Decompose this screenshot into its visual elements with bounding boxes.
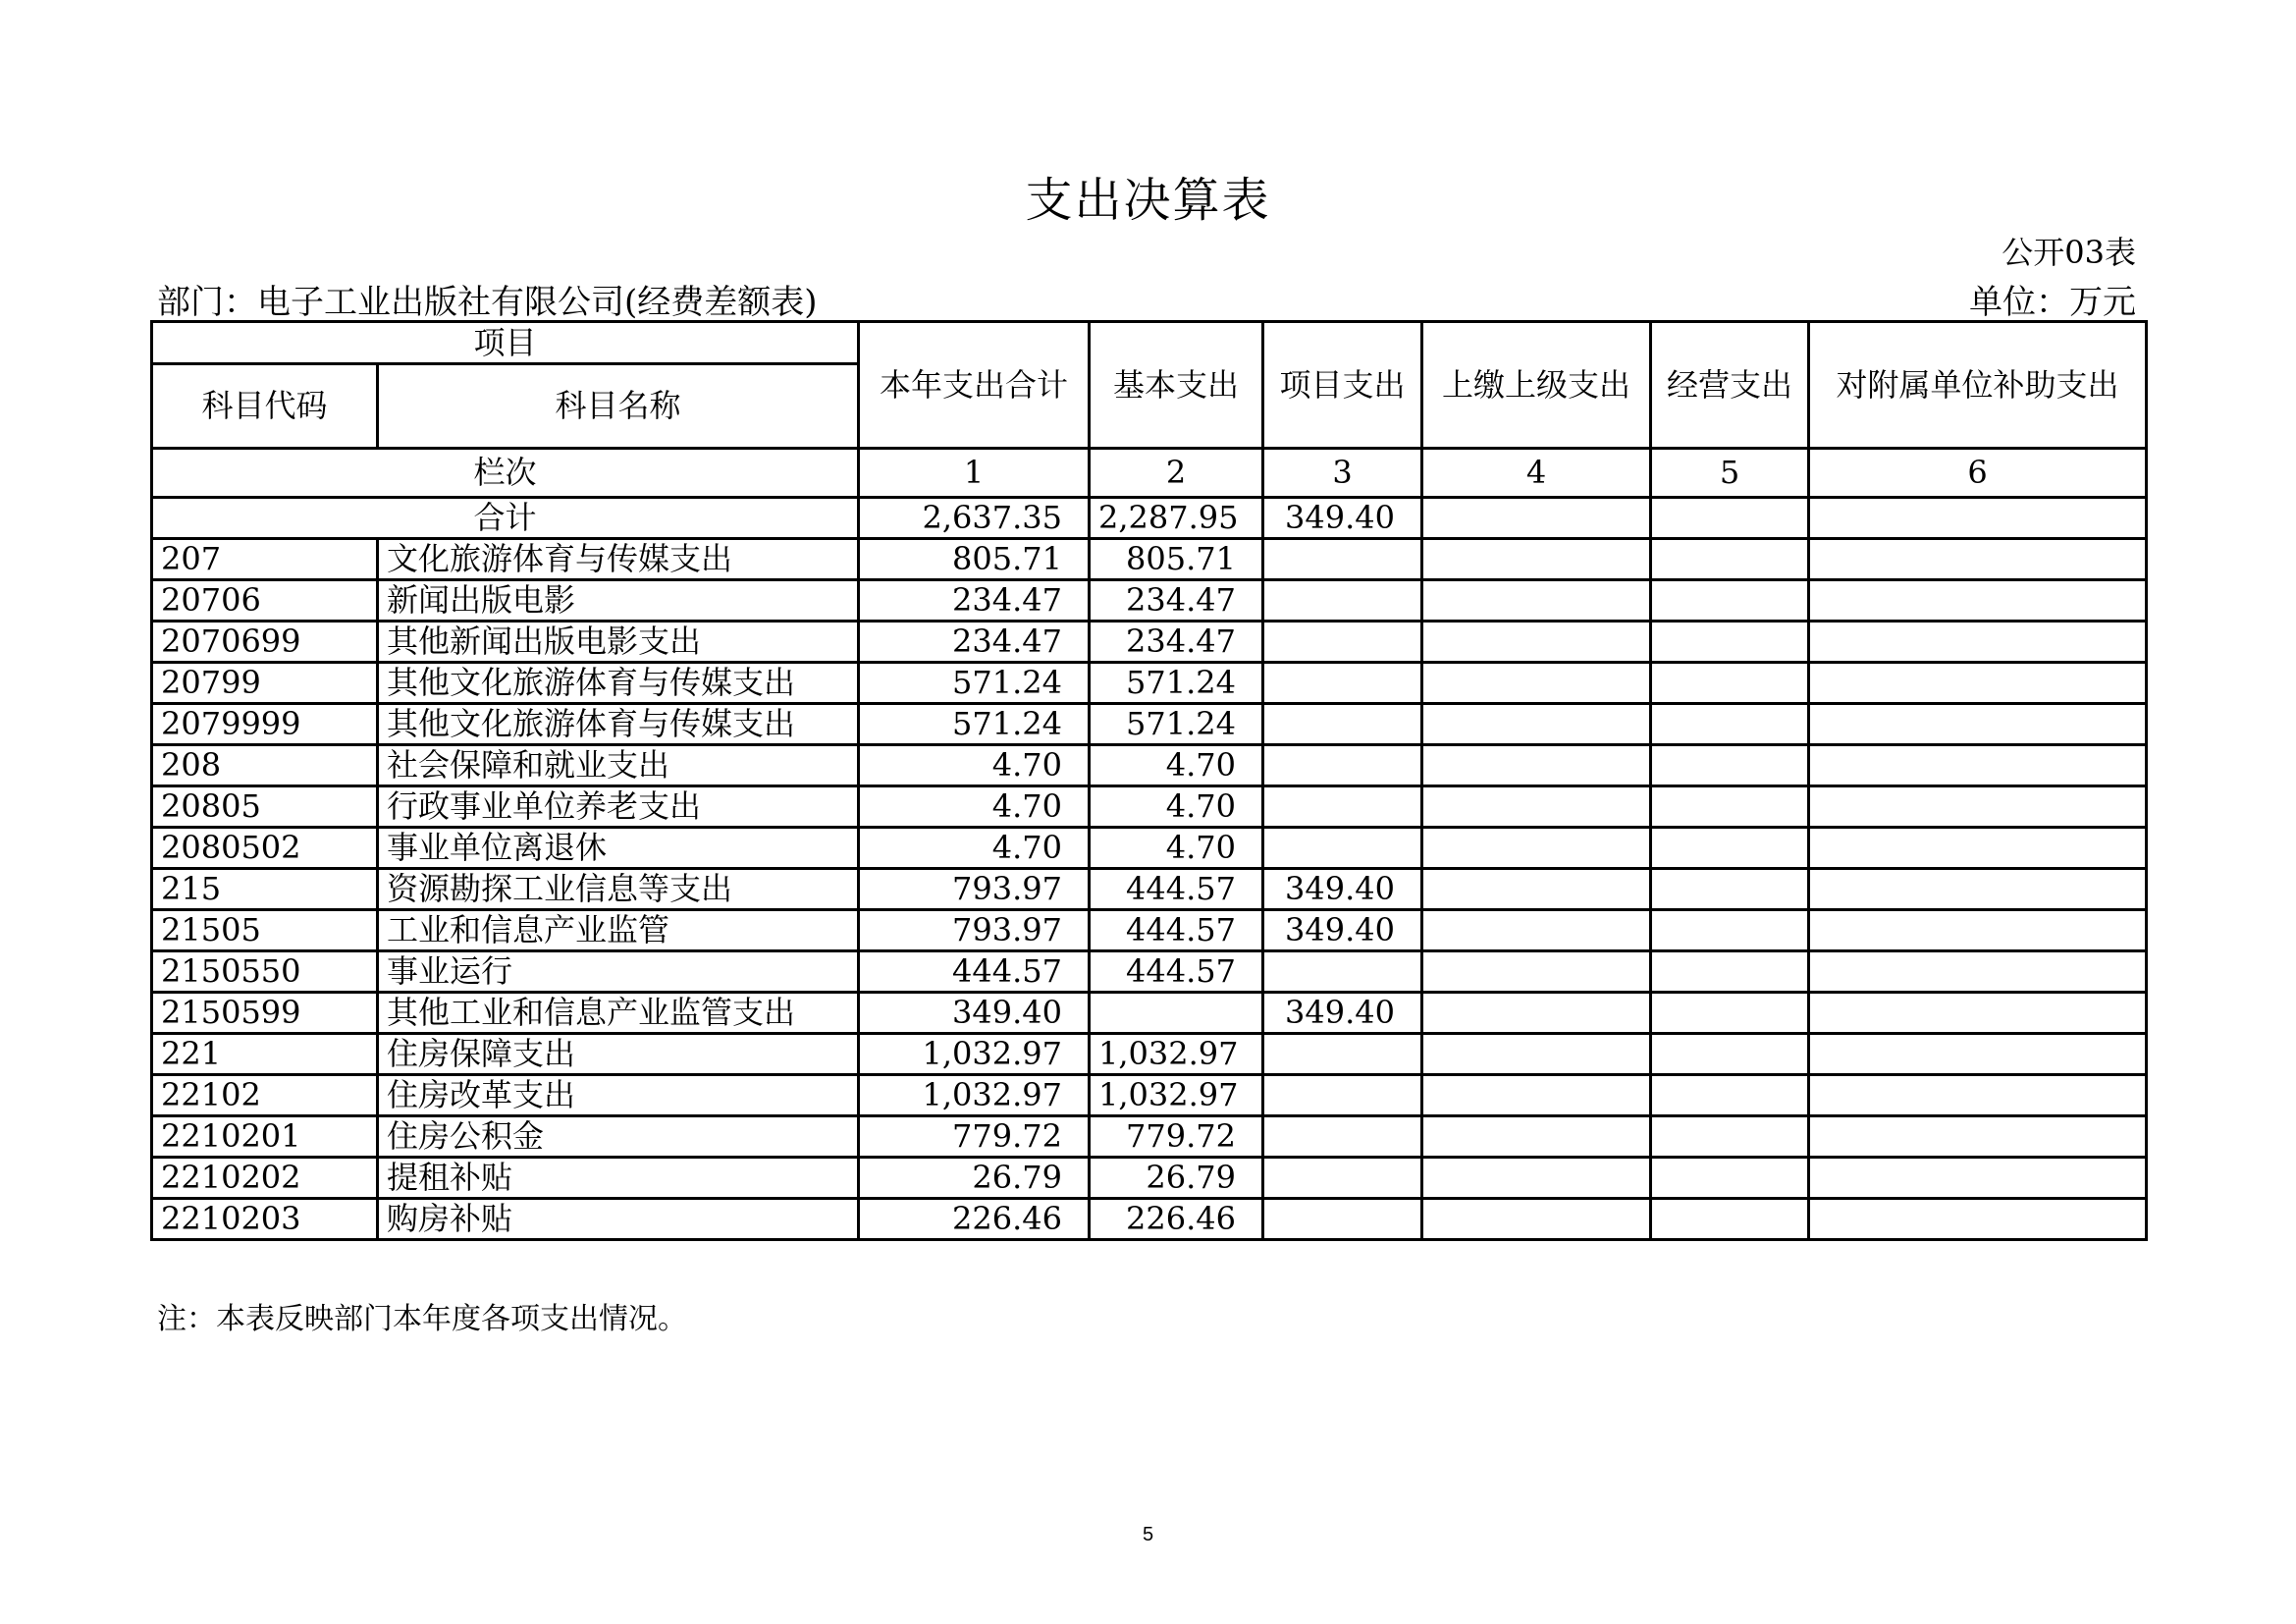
row-basic: 4.70 (1090, 786, 1263, 828)
row-name: 社会保障和就业支出 (378, 745, 859, 786)
total-label: 合计 (152, 498, 859, 539)
row-business (1651, 869, 1809, 910)
row-total: 793.97 (859, 910, 1090, 951)
row-code: 20706 (152, 580, 378, 622)
row-total: 4.70 (859, 828, 1090, 869)
row-total: 4.70 (859, 745, 1090, 786)
row-upper (1422, 786, 1651, 828)
row-total: 226.46 (859, 1199, 1090, 1240)
row-name: 住房公积金 (378, 1116, 859, 1158)
row-code: 215 (152, 869, 378, 910)
column-number-label: 栏次 (152, 449, 859, 498)
row-basic: 1,032.97 (1090, 1034, 1263, 1075)
unit-label: 单位：万元 (1969, 283, 2136, 322)
row-upper (1422, 828, 1651, 869)
row-project (1263, 622, 1422, 663)
row-subsidy (1809, 869, 2147, 910)
header-basic: 基本支出 (1090, 322, 1263, 449)
row-business (1651, 786, 1809, 828)
table-row (152, 786, 2147, 828)
row-name: 住房改革支出 (378, 1075, 859, 1116)
table-row (152, 828, 2147, 869)
row-basic: 26.79 (1090, 1158, 1263, 1199)
row-subsidy (1809, 1075, 2147, 1116)
form-number: 公开03表 (2002, 234, 2136, 271)
row-total: 234.47 (859, 622, 1090, 663)
row-upper (1422, 1034, 1651, 1075)
header-item: 项目 (152, 322, 859, 364)
row-basic: 4.70 (1090, 828, 1263, 869)
column-number-6: 6 (1809, 449, 2147, 498)
row-total: 571.24 (859, 663, 1090, 704)
row-basic: 571.24 (1090, 663, 1263, 704)
row-name: 购房补贴 (378, 1199, 859, 1240)
row-business (1651, 622, 1809, 663)
header-name: 科目名称 (378, 364, 859, 449)
row-project (1263, 745, 1422, 786)
row-basic: 805.71 (1090, 539, 1263, 580)
row-total: 805.71 (859, 539, 1090, 580)
row-total: 444.57 (859, 951, 1090, 993)
row-subsidy (1809, 622, 2147, 663)
row-name: 其他文化旅游体育与传媒支出 (378, 663, 859, 704)
row-subsidy (1809, 745, 2147, 786)
row-total: 1,032.97 (859, 1034, 1090, 1075)
table-row (152, 580, 2147, 622)
header-upper: 上缴上级支出 (1422, 322, 1651, 449)
column-number-5: 5 (1651, 449, 1809, 498)
row-code: 2210203 (152, 1199, 378, 1240)
row-project: 349.40 (1263, 910, 1422, 951)
table-row (152, 1116, 2147, 1158)
row-subsidy (1809, 786, 2147, 828)
row-total: 4.70 (859, 786, 1090, 828)
row-basic: 234.47 (1090, 622, 1263, 663)
row-business (1651, 993, 1809, 1034)
row-code: 20799 (152, 663, 378, 704)
row-project (1263, 1199, 1422, 1240)
total-amount: 2,637.35 (859, 498, 1090, 539)
row-subsidy (1809, 951, 2147, 993)
row-upper (1422, 951, 1651, 993)
table-row (152, 1199, 2147, 1240)
row-business (1651, 704, 1809, 745)
row-code: 2150550 (152, 951, 378, 993)
row-business (1651, 1075, 1809, 1116)
row-subsidy (1809, 1034, 2147, 1075)
column-number-row (152, 449, 2147, 498)
row-project (1263, 580, 1422, 622)
row-total: 26.79 (859, 1158, 1090, 1199)
header-code: 科目代码 (152, 364, 378, 449)
row-name: 事业单位离退休 (378, 828, 859, 869)
row-code: 2070699 (152, 622, 378, 663)
row-total: 779.72 (859, 1116, 1090, 1158)
row-code: 2150599 (152, 993, 378, 1034)
row-basic: 779.72 (1090, 1116, 1263, 1158)
row-project (1263, 1116, 1422, 1158)
total-basic: 2,287.95 (1090, 498, 1263, 539)
row-code: 2080502 (152, 828, 378, 869)
row-project (1263, 786, 1422, 828)
row-business (1651, 663, 1809, 704)
row-total: 793.97 (859, 869, 1090, 910)
header-total: 本年支出合计 (859, 322, 1090, 449)
row-business (1651, 580, 1809, 622)
column-number-2: 2 (1090, 449, 1263, 498)
row-name: 其他新闻出版电影支出 (378, 622, 859, 663)
table-note: 注：本表反映部门本年度各项支出情况。 (157, 1302, 687, 1336)
row-subsidy (1809, 663, 2147, 704)
row-upper (1422, 663, 1651, 704)
table-row (152, 910, 2147, 951)
table-row (152, 993, 2147, 1034)
row-upper (1422, 622, 1651, 663)
row-basic: 234.47 (1090, 580, 1263, 622)
row-code: 208 (152, 745, 378, 786)
row-subsidy (1809, 910, 2147, 951)
table-row (152, 745, 2147, 786)
row-upper (1422, 993, 1651, 1034)
row-upper (1422, 1199, 1651, 1240)
row-total: 349.40 (859, 993, 1090, 1034)
table-row (152, 539, 2147, 580)
row-project (1263, 1034, 1422, 1075)
row-project (1263, 828, 1422, 869)
expenditure-table (150, 320, 2148, 1241)
table-row (152, 622, 2147, 663)
row-subsidy (1809, 539, 2147, 580)
row-upper (1422, 1075, 1651, 1116)
row-name: 住房保障支出 (378, 1034, 859, 1075)
row-subsidy (1809, 1199, 2147, 1240)
row-upper (1422, 745, 1651, 786)
row-basic: 444.57 (1090, 869, 1263, 910)
department-label: 部门：电子工业出版社有限公司(经费差额表) (157, 283, 818, 322)
total-project: 349.40 (1263, 498, 1422, 539)
row-business (1651, 828, 1809, 869)
row-project (1263, 1158, 1422, 1199)
row-code: 21505 (152, 910, 378, 951)
row-upper (1422, 1158, 1651, 1199)
row-code: 20805 (152, 786, 378, 828)
total-business (1651, 498, 1809, 539)
row-name: 行政事业单位养老支出 (378, 786, 859, 828)
table-row (152, 869, 2147, 910)
row-upper (1422, 539, 1651, 580)
page-number: 5 (1142, 1524, 1154, 1545)
row-project: 349.40 (1263, 993, 1422, 1034)
row-upper (1422, 910, 1651, 951)
row-subsidy (1809, 993, 2147, 1034)
row-business (1651, 1034, 1809, 1075)
row-code: 22102 (152, 1075, 378, 1116)
table-row (152, 1158, 2147, 1199)
row-subsidy (1809, 828, 2147, 869)
row-project (1263, 951, 1422, 993)
row-subsidy (1809, 580, 2147, 622)
table-row (152, 704, 2147, 745)
row-upper (1422, 1116, 1651, 1158)
table-row (152, 663, 2147, 704)
row-business (1651, 539, 1809, 580)
column-number-1: 1 (859, 449, 1090, 498)
row-code: 2210202 (152, 1158, 378, 1199)
table-row (152, 1034, 2147, 1075)
header-project: 项目支出 (1263, 322, 1422, 449)
header-subsidy: 对附属单位补助支出 (1809, 322, 2147, 449)
page-title: 支出决算表 (1025, 173, 1271, 228)
total-row (152, 498, 2147, 539)
row-upper (1422, 580, 1651, 622)
row-name: 新闻出版电影 (378, 580, 859, 622)
row-total: 571.24 (859, 704, 1090, 745)
row-name: 工业和信息产业监管 (378, 910, 859, 951)
row-business (1651, 745, 1809, 786)
row-basic: 4.70 (1090, 745, 1263, 786)
row-upper (1422, 704, 1651, 745)
row-total: 1,032.97 (859, 1075, 1090, 1116)
table-row (152, 1075, 2147, 1116)
row-code: 2210201 (152, 1116, 378, 1158)
row-basic (1090, 993, 1263, 1034)
row-name: 文化旅游体育与传媒支出 (378, 539, 859, 580)
total-upper (1422, 498, 1651, 539)
row-name: 其他工业和信息产业监管支出 (378, 993, 859, 1034)
row-subsidy (1809, 1158, 2147, 1199)
row-business (1651, 1158, 1809, 1199)
row-basic: 444.57 (1090, 910, 1263, 951)
row-name: 事业运行 (378, 951, 859, 993)
header-business: 经营支出 (1651, 322, 1809, 449)
row-project (1263, 663, 1422, 704)
row-name: 其他文化旅游体育与传媒支出 (378, 704, 859, 745)
row-upper (1422, 869, 1651, 910)
row-subsidy (1809, 1116, 2147, 1158)
row-project (1263, 704, 1422, 745)
row-basic: 226.46 (1090, 1199, 1263, 1240)
row-subsidy (1809, 704, 2147, 745)
row-business (1651, 1199, 1809, 1240)
row-total: 234.47 (859, 580, 1090, 622)
row-code: 207 (152, 539, 378, 580)
row-business (1651, 951, 1809, 993)
total-subsidy (1809, 498, 2147, 539)
header-row-1 (152, 322, 2147, 364)
row-project: 349.40 (1263, 869, 1422, 910)
row-name: 提租补贴 (378, 1158, 859, 1199)
table-row (152, 951, 2147, 993)
row-code: 2079999 (152, 704, 378, 745)
row-name: 资源勘探工业信息等支出 (378, 869, 859, 910)
column-number-3: 3 (1263, 449, 1422, 498)
row-code: 221 (152, 1034, 378, 1075)
row-basic: 444.57 (1090, 951, 1263, 993)
row-project (1263, 539, 1422, 580)
row-basic: 1,032.97 (1090, 1075, 1263, 1116)
row-business (1651, 910, 1809, 951)
row-business (1651, 1116, 1809, 1158)
row-basic: 571.24 (1090, 704, 1263, 745)
row-project (1263, 1075, 1422, 1116)
column-number-4: 4 (1422, 449, 1651, 498)
